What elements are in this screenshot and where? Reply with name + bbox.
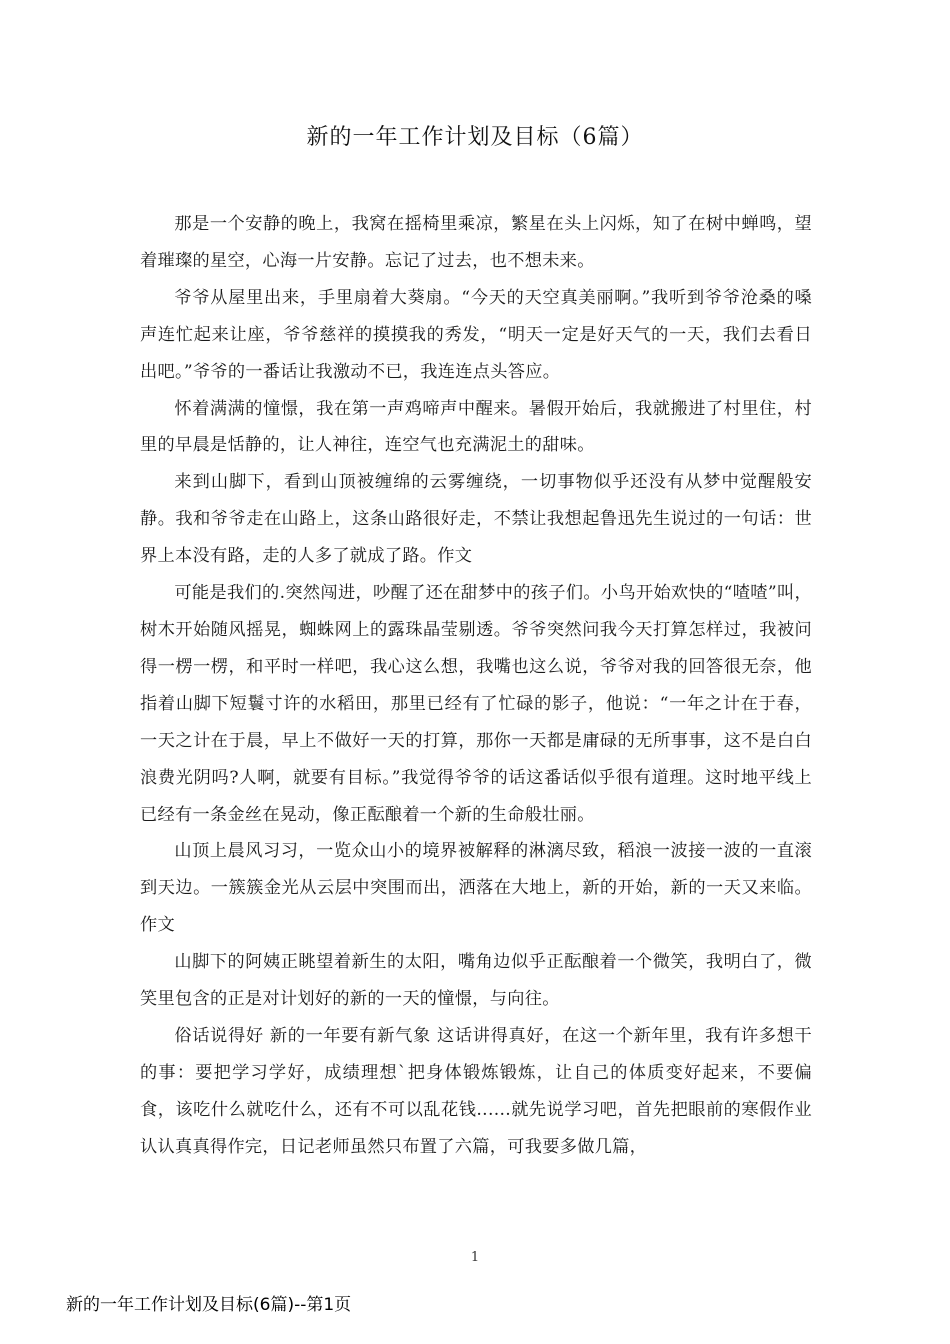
paragraph: 俗话说得好 新的一年要有新气象 这话讲得真好，在这一个新年里，我有许多想干的事：要把学习学好，成绩理想`把身体锻炼锻炼，让自己的体质变好起来，不要偏食，该吃什么就吃什么，还有不可以乱花钱......就先说学习吧，首先把眼前的寒假作业认认真真得作完，日记老师虽然只布置了六篇，可我要多做几篇， bbox=[140, 1025, 812, 1157]
footer-caption: 新的一年工作计划及目标(6篇)--第1页 bbox=[66, 1295, 352, 1315]
page-number: 1 bbox=[470, 1250, 480, 1265]
paragraph: 那是一个安静的晚上，我窝在摇椅里乘凉，繁星在头上闪烁，知了在树中蝉鸣，望着璀璨的星空，心海一片安静。忘记了过去，也不想未来。 bbox=[140, 214, 812, 271]
document-title: 新的一年工作计划及目标（6篇） bbox=[306, 125, 644, 150]
paragraph: 爷爷从屋里出来，手里扇着大葵扇。“今天的天空真美丽啊。”我听到爷爷沧桑的嗓声连忙起来让座，爷爷慈祥的摸摸我的秀发，“明天一定是好天气的一天，我们去看日出吧。”爷爷的一番话让我激动不已，我连连点头答应。 bbox=[140, 287, 812, 382]
document-body bbox=[140, 206, 812, 1166]
paragraph: 山顶上晨风习习，一览众山小的境界被解释的淋漓尽致，稻浪一波接一波的一直滚到天边。一簇簇金光从云层中突围而出，洒落在大地上，新的开始，新的一天又来临。作文 bbox=[140, 841, 812, 936]
paragraph: 可能是我们的.突然闯进，吵醒了还在甜梦中的孩子们。小鸟开始欢快的“喳喳”叫，树木开始随风摇晃，蜘蛛网上的露珠晶莹剔透。爷爷突然问我今天打算怎样过，我被问得一楞一楞，和平时一样吧，我心这么想，我嘴也这么说，爷爷对我的回答很无奈，他指着山脚下短鬟寸许的水稻田，那里已经有了忙碌的影子，他说：“一年之计在于春，一天之计在于晨，早上不做好一天的打算，那你一天都是庸碌的无所事事，这不是白白浪费光阴吗?人啊，就要有目标。”我觉得爷爷的话这番话似乎很有道理。这时地平线上已经有一条金丝在晃动，像正酝酿着一个新的生命般壮丽。 bbox=[140, 583, 812, 825]
paragraph: 来到山脚下，看到山顶被缠绵的云雾缠绕，一切事物似乎还没有从梦中觉醒般安静。我和爷爷走在山路上，这条山路很好走，不禁让我想起鲁迅先生说过的一句话：世界上本没有路，走的人多了就成了路。作文 bbox=[140, 472, 812, 567]
paragraph: 怀着满满的憧憬，我在第一声鸡啼声中醒来。暑假开始后，我就搬进了村里住，村里的早晨是恬静的，让人神往，连空气也充满泥土的甜味。 bbox=[140, 398, 812, 456]
paragraph: 山脚下的阿姨正眺望着新生的太阳，嘴角边似乎正酝酿着一个微笑，我明白了，微笑里包含的正是对计划好的新的一天的憧憬，与向往。 bbox=[140, 952, 812, 1010]
